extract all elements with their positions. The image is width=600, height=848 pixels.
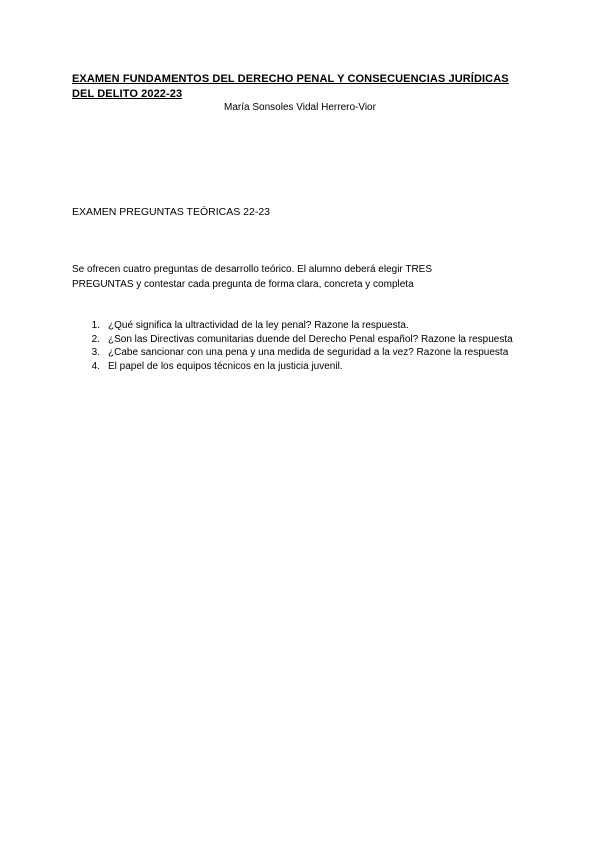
- question-number: 3.: [91, 347, 100, 358]
- question-text: El papel de los equipos técnicos en la justicia juvenil.: [108, 360, 343, 372]
- instructions-paragraph: Se ofrecen cuatro preguntas de desarrollo teórico. El alumno deberá elegir TRES PREGUNTAS y contestar cada pregunta de forma clara, concreta y completa: [72, 264, 433, 290]
- questions-list: [72, 319, 532, 373]
- exam-title: EXAMEN FUNDAMENTOS DEL DERECHO PENAL Y CONSECUENCIAS JURÍDICAS DEL DELITO 2022-23: [72, 73, 509, 100]
- list-item: [72, 360, 532, 374]
- question-number: 2.: [91, 333, 100, 345]
- question-text: ¿Qué significa la ultractividad de la ley penal? Razone la respuesta.: [108, 320, 409, 331]
- question-number: 1.: [91, 320, 100, 331]
- author-name: María Sonsoles Vidal Herrero-Vior: [224, 102, 376, 113]
- question-number: 4.: [91, 360, 100, 372]
- list-item: [72, 346, 532, 360]
- list-item: [72, 319, 532, 333]
- question-text: ¿Son las Directivas comunitarias duende del Derecho Penal español? Razone la respuesta: [108, 333, 513, 345]
- list-item: [72, 333, 532, 347]
- question-text: ¿Cabe sancionar con una pena y una medida de seguridad a la vez? Razone la respuesta: [108, 347, 509, 358]
- section-title: EXAMEN PREGUNTAS TEÓRICAS 22-23: [72, 206, 270, 218]
